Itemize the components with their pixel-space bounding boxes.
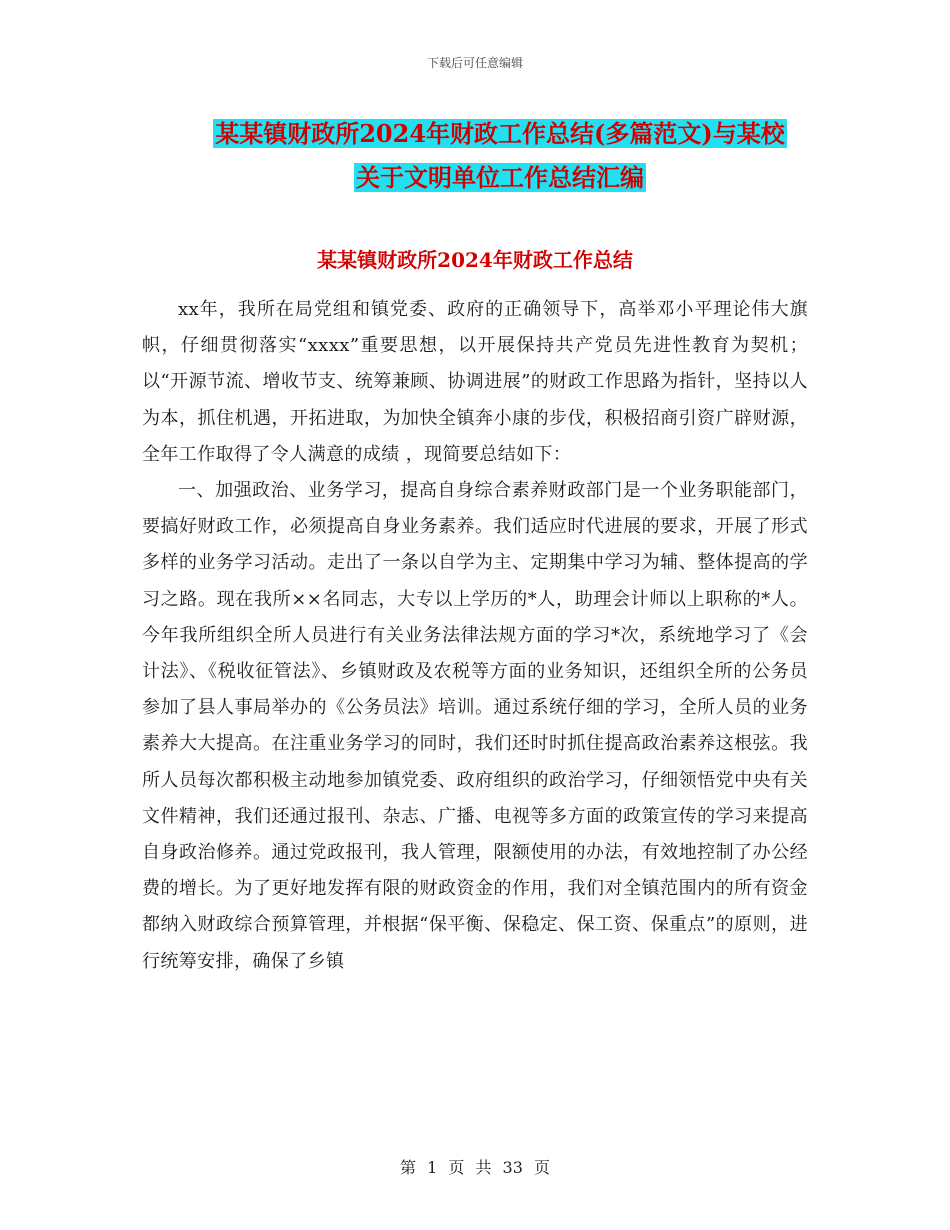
- page-header: 下载后可任意编辑: [426, 56, 523, 70]
- body-text: [142, 292, 808, 980]
- paragraph-2: 一、加强政治、业务学习，提高自身综合素养财政部门是一个业务职能部门，要搞好财政工作，必须提高自身业务素养。我们适应时代进展的要求，开展了形式多样的业务学习活动。走出了一条以自学为主、定期集中学习为辅、整体提高的学习之路。现在我所××名同志，大专以上学历的*人，助理会计师以上职称的*人。今年我所组织全所人员进行有关业务法律法规方面的学习*次，系统地学习了《会计法》、《税收征管法》、乡镇财政及农税等方面的业务知识，还组织全所的公务员参加了县人事局举办的《公务员法》培训。通过系统仔细的学习，全所人员的业务素养大大提高。在注重业务学习的同时，我们还时时抓住提高政治素养这根弦。我所人员每次都积极主动地参加镇党委、政府组织的政治学习，仔细领悟党中央有关文件精神，我们还通过报刊、杂志、广播、电视等多方面的政策宣传的学习来提高自身政治修养。通过党政报刊，我人管理，限额使用的办法，有效地控制了办公经费的增长。为了更好地发挥有限的财政资金的作用，我们对全镇范围内的所有资金都纳入财政综合预算管理，并根据“保平衡、保稳定、保工资、保重点”的原则，进行统筹安排，确保了乡镇: [142, 480, 808, 972]
- document-title-line-2: 关于文明单位工作总结汇编: [356, 163, 644, 192]
- section-title: 某某镇财政所2024年财政工作总结: [317, 248, 633, 272]
- paragraph-1: xx年，我所在局党组和镇党委、政府的正确领导下，高举邓小平理论伟大旗帜，仔细贯彻落实“xxxx”重要思想，以开展保持共产党员先进性教育为契机；以“开源节流、增收节支、统筹兼顾、协调进展”的财政工作思路为指针，坚持以人为本，抓住机遇，开拓进取，为加快全镇奔小康的步伐，积极招商引资广辟财源，全年工作取得了令人满意的成绩 ，现简要总结如下：: [142, 299, 808, 465]
- document-title-line-1: 某某镇财政所2024年财政工作总结(多篇范文)与某校: [215, 119, 785, 148]
- page-footer: 第 1 页 共 33 页: [400, 1158, 550, 1177]
- document-title: [140, 112, 860, 200]
